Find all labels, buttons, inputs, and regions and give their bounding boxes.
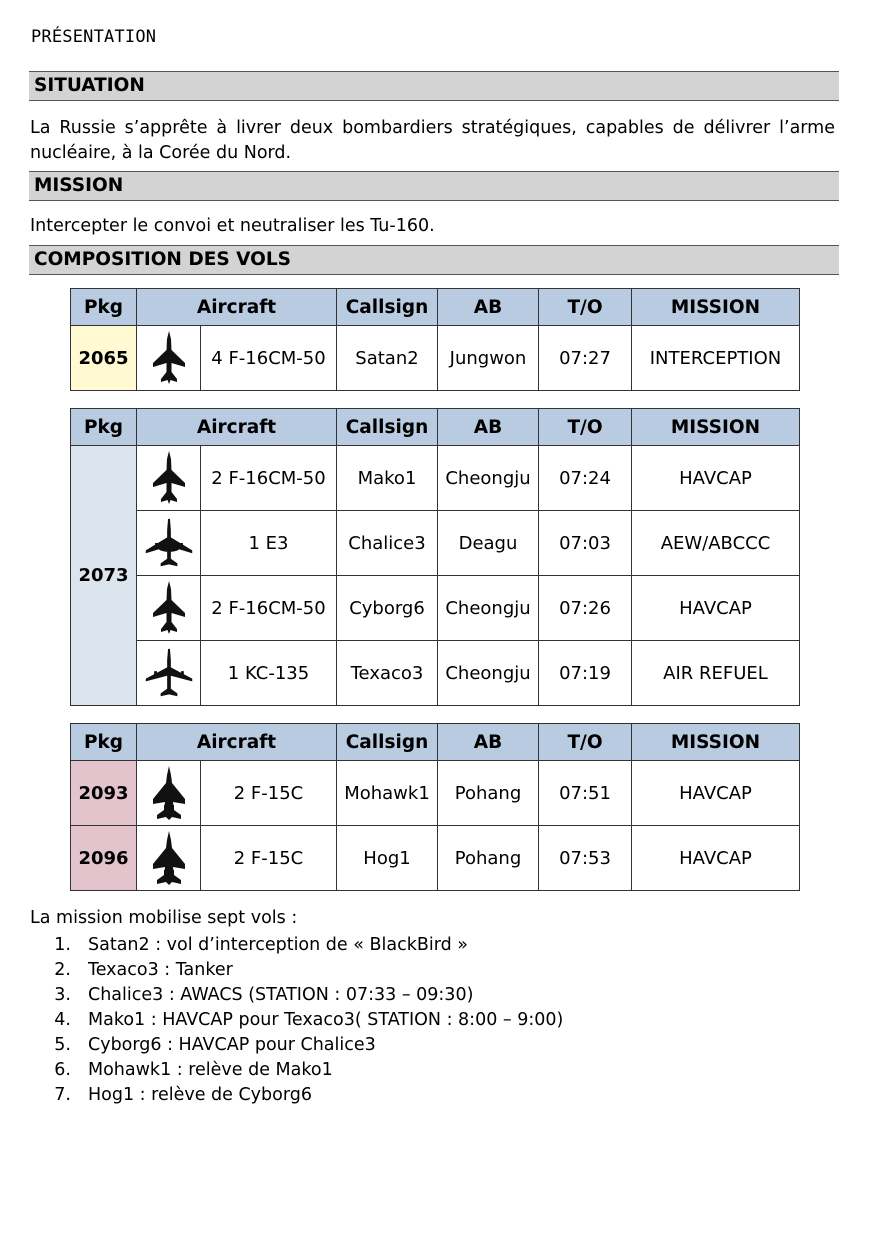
aircraft-cell: 1 KC-135	[201, 641, 337, 706]
list-item	[30, 1008, 563, 1033]
to-cell: 07:53	[539, 826, 632, 891]
f16-icon	[149, 450, 189, 506]
list-item	[30, 933, 563, 958]
callsign-cell: Cyborg6	[337, 576, 438, 641]
callsign-cell: Mako1	[337, 446, 438, 511]
to-cell: 07:51	[539, 761, 632, 826]
flight-table-2065	[70, 288, 800, 391]
ab-cell: Cheongju	[438, 446, 539, 511]
table-header-row	[71, 724, 800, 761]
list-item	[30, 1033, 563, 1058]
aircraft-icon-cell	[137, 641, 201, 706]
mission-cell: HAVCAP	[632, 761, 800, 826]
aircraft-icon-cell	[137, 326, 201, 391]
to-cell: 07:26	[539, 576, 632, 641]
header-ab: AB	[438, 724, 539, 761]
tanker-icon	[143, 645, 195, 701]
list-item	[30, 1083, 563, 1108]
header-mission: MISSION	[632, 409, 800, 446]
table-row	[71, 761, 800, 826]
list-text: Cyborg6 : HAVCAP pour Chalice3	[88, 1035, 376, 1055]
ab-cell: Cheongju	[438, 641, 539, 706]
table-row	[71, 446, 800, 511]
f15-icon	[149, 765, 189, 821]
header-mission: MISSION	[632, 724, 800, 761]
pkg-cell: 2093	[71, 761, 137, 826]
ab-cell: Cheongju	[438, 576, 539, 641]
callsign-cell: Hog1	[337, 826, 438, 891]
callsign-cell: Texaco3	[337, 641, 438, 706]
table-header-row	[71, 409, 800, 446]
list-text: Chalice3 : AWACS (STATION : 07:33 – 09:30)	[88, 985, 474, 1005]
mission-text: Intercepter le convoi et neutraliser les Tu-160.	[30, 216, 435, 236]
callsign-cell: Satan2	[337, 326, 438, 391]
header-to: T/O	[539, 724, 632, 761]
situation-text: La Russie s’apprête à livrer deux bombardiers stratégiques, capables de délivrer l’arme nucléaire, à la Corée du Nord.	[30, 118, 835, 163]
list-text: Satan2 : vol d’interception de « BlackBird »	[88, 935, 468, 955]
f16-icon	[149, 330, 189, 386]
list-item	[30, 958, 563, 983]
list-number: 2.	[54, 960, 71, 980]
table-row	[71, 641, 800, 706]
header-mission: MISSION	[632, 289, 800, 326]
flight-table-2093-2096	[70, 723, 800, 891]
section-heading-composition: COMPOSITION DES VOLS	[29, 245, 839, 275]
list-number: 1.	[54, 935, 71, 955]
table-row	[71, 511, 800, 576]
mission-cell: AIR REFUEL	[632, 641, 800, 706]
aircraft-cell: 2 F-16CM-50	[201, 446, 337, 511]
header-pkg: Pkg	[71, 289, 137, 326]
header-to: T/O	[539, 409, 632, 446]
f16-icon	[149, 580, 189, 636]
list-number: 5.	[54, 1035, 71, 1055]
header-callsign: Callsign	[337, 289, 438, 326]
header-aircraft: Aircraft	[137, 289, 337, 326]
list-number: 3.	[54, 985, 71, 1005]
header-pkg: Pkg	[71, 724, 137, 761]
list-number: 6.	[54, 1060, 71, 1080]
aircraft-icon-cell	[137, 826, 201, 891]
aircraft-icon-cell	[137, 576, 201, 641]
aircraft-icon-cell	[137, 761, 201, 826]
list-text: Mohawk1 : relève de Mako1	[88, 1060, 333, 1080]
table-row	[71, 576, 800, 641]
header-to: T/O	[539, 289, 632, 326]
aircraft-cell: 1 E3	[201, 511, 337, 576]
pkg-cell: 2073	[71, 446, 137, 706]
mission-cell: HAVCAP	[632, 446, 800, 511]
table-row	[71, 326, 800, 391]
flight-table-2073	[70, 408, 800, 706]
aircraft-cell: 2 F-16CM-50	[201, 576, 337, 641]
list-item	[30, 1058, 563, 1083]
mission-cell: HAVCAP	[632, 576, 800, 641]
aircraft-cell: 2 F-15C	[201, 826, 337, 891]
header-ab: AB	[438, 409, 539, 446]
to-cell: 07:24	[539, 446, 632, 511]
table-row	[71, 826, 800, 891]
ab-cell: Deagu	[438, 511, 539, 576]
list-text: Hog1 : relève de Cyborg6	[88, 1085, 312, 1105]
to-cell: 07:03	[539, 511, 632, 576]
aircraft-icon-cell	[137, 446, 201, 511]
table-header-row	[71, 289, 800, 326]
list-text: Mako1 : HAVCAP pour Texaco3( STATION : 8:00 – 9:00)	[88, 1010, 564, 1030]
aircraft-cell: 2 F-15C	[201, 761, 337, 826]
callsign-cell: Mohawk1	[337, 761, 438, 826]
list-text: Texaco3 : Tanker	[88, 960, 233, 980]
ab-cell: Pohang	[438, 761, 539, 826]
header-callsign: Callsign	[337, 409, 438, 446]
header-aircraft: Aircraft	[137, 724, 337, 761]
ab-cell: Pohang	[438, 826, 539, 891]
awacs-icon	[143, 515, 195, 571]
flight-summary-list	[30, 933, 563, 1108]
to-cell: 07:19	[539, 641, 632, 706]
ab-cell: Jungwon	[438, 326, 539, 391]
list-number: 4.	[54, 1010, 71, 1030]
list-item	[30, 983, 563, 1008]
header-ab: AB	[438, 289, 539, 326]
header-callsign: Callsign	[337, 724, 438, 761]
pkg-cell: 2096	[71, 826, 137, 891]
page-title: PRÉSENTATION	[31, 27, 157, 47]
callsign-cell: Chalice3	[337, 511, 438, 576]
section-heading-mission: MISSION	[29, 171, 839, 201]
aircraft-cell: 4 F-16CM-50	[201, 326, 337, 391]
section-heading-situation: SITUATION	[29, 71, 839, 101]
header-pkg: Pkg	[71, 409, 137, 446]
aircraft-icon-cell	[137, 511, 201, 576]
summary-intro: La mission mobilise sept vols :	[30, 908, 298, 928]
mission-cell: HAVCAP	[632, 826, 800, 891]
mission-cell: INTERCEPTION	[632, 326, 800, 391]
mission-cell: AEW/ABCCC	[632, 511, 800, 576]
f15-icon	[149, 830, 189, 886]
header-aircraft: Aircraft	[137, 409, 337, 446]
pkg-cell: 2065	[71, 326, 137, 391]
list-number: 7.	[54, 1085, 71, 1105]
to-cell: 07:27	[539, 326, 632, 391]
